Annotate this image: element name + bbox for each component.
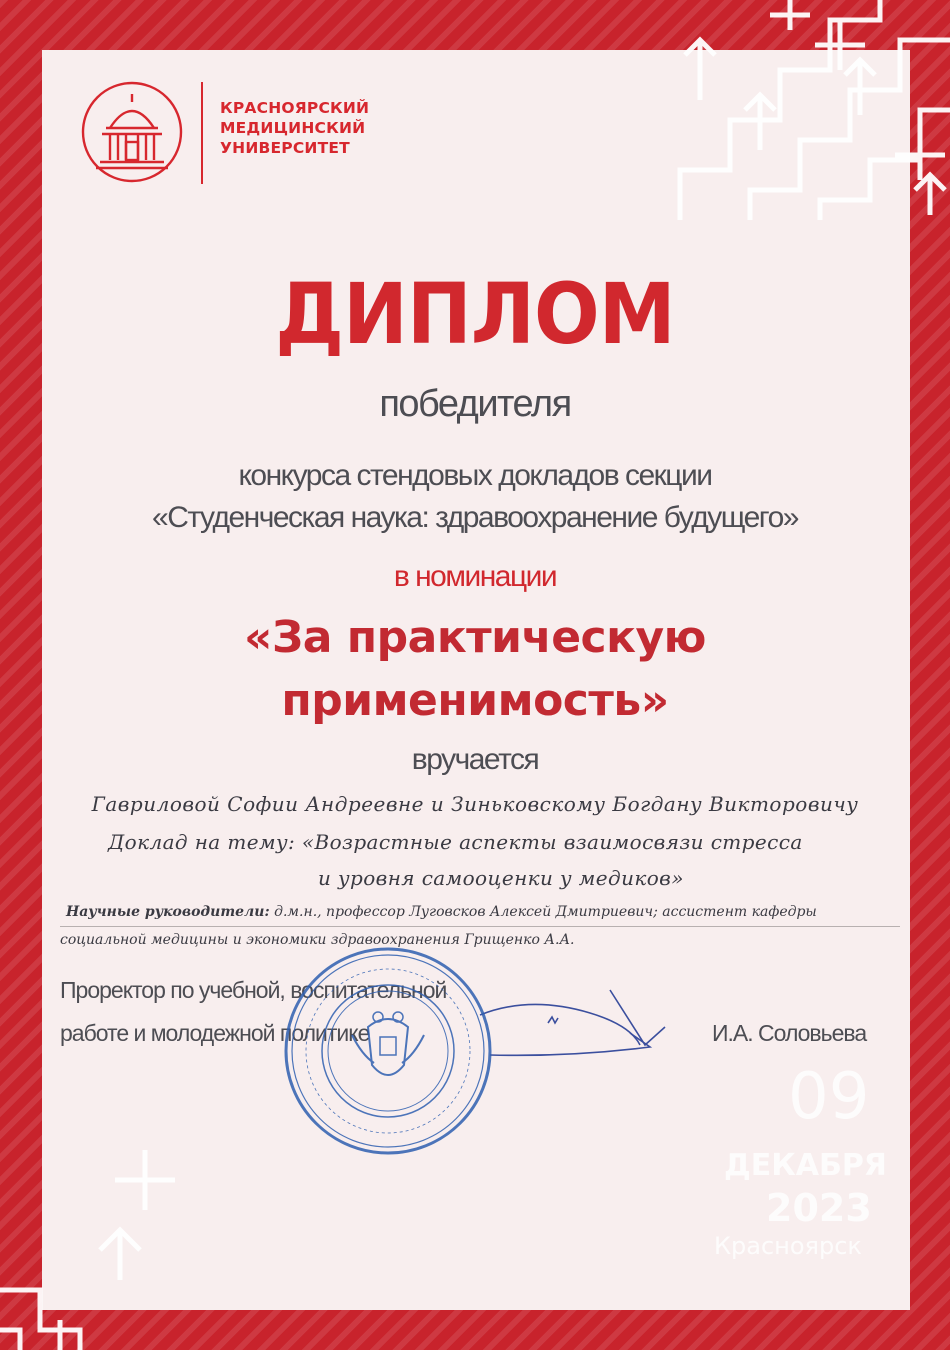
signer-name: И.А. Соловьева [712, 1020, 867, 1046]
signer-position-line-2: работе и молодежной политике [60, 1020, 370, 1046]
diploma-subtitle: победителя [379, 383, 571, 425]
report-topic-line-2: и уровня самооценки у медиков» [318, 866, 684, 890]
decorative-arrows-top-right [640, 0, 950, 220]
nomination-name-line-1: «За практическую [244, 612, 706, 663]
university-building-icon [80, 80, 184, 184]
logo-divider [201, 82, 203, 184]
official-stamp [282, 945, 494, 1157]
contest-line-1: конкурса стендовых докладов секции [238, 459, 712, 492]
contest-line-2: «Студенческая наука: здравоохранение будущего» [152, 501, 798, 534]
diploma-title: ДИПЛОМ [275, 265, 675, 363]
recipient-names: Гавриловой Софии Андреевне и Зиньковскому Богдану Викторовичу [91, 792, 859, 816]
nomination-name-line-2: применимость» [281, 675, 669, 726]
university-name [220, 98, 420, 158]
report-topic-line-1: Доклад на тему: «Возрастные аспекты взаимосвязи стресса [108, 830, 803, 854]
supervisors-text-1: д.м.н., профессор Луговсков Алексей Дмитриевич; ассистент кафедры [269, 904, 817, 920]
signer-position-line-1: Проректор по учебной, воспитательной [60, 977, 447, 1003]
supervisors-line-2: социальной медицины и экономики здравоохранения Грищенко А.А. [60, 932, 575, 948]
nomination-label: в номинации [393, 560, 557, 593]
handwritten-signature [470, 985, 700, 1065]
supervisors-label: Научные руководители: [66, 904, 270, 920]
university-name-line-1: КРАСНОЯРСКИЙ [220, 99, 370, 117]
university-logo [80, 80, 400, 185]
university-name-line-2: МЕДИЦИНСКИЙ [220, 119, 366, 137]
date-city: Красноярск [714, 1232, 862, 1260]
date-year: 2023 [766, 1186, 872, 1230]
date-month: ДЕКАБРЯ [724, 1148, 887, 1183]
supervisors-line-1 [66, 904, 817, 920]
awarded-label: вручается [411, 743, 539, 776]
date-day: 09 [788, 1060, 870, 1134]
decorative-arrows-bottom-left [0, 1130, 220, 1350]
divider-line [60, 926, 900, 927]
university-name-line-3: УНИВЕРСИТЕТ [220, 139, 350, 157]
